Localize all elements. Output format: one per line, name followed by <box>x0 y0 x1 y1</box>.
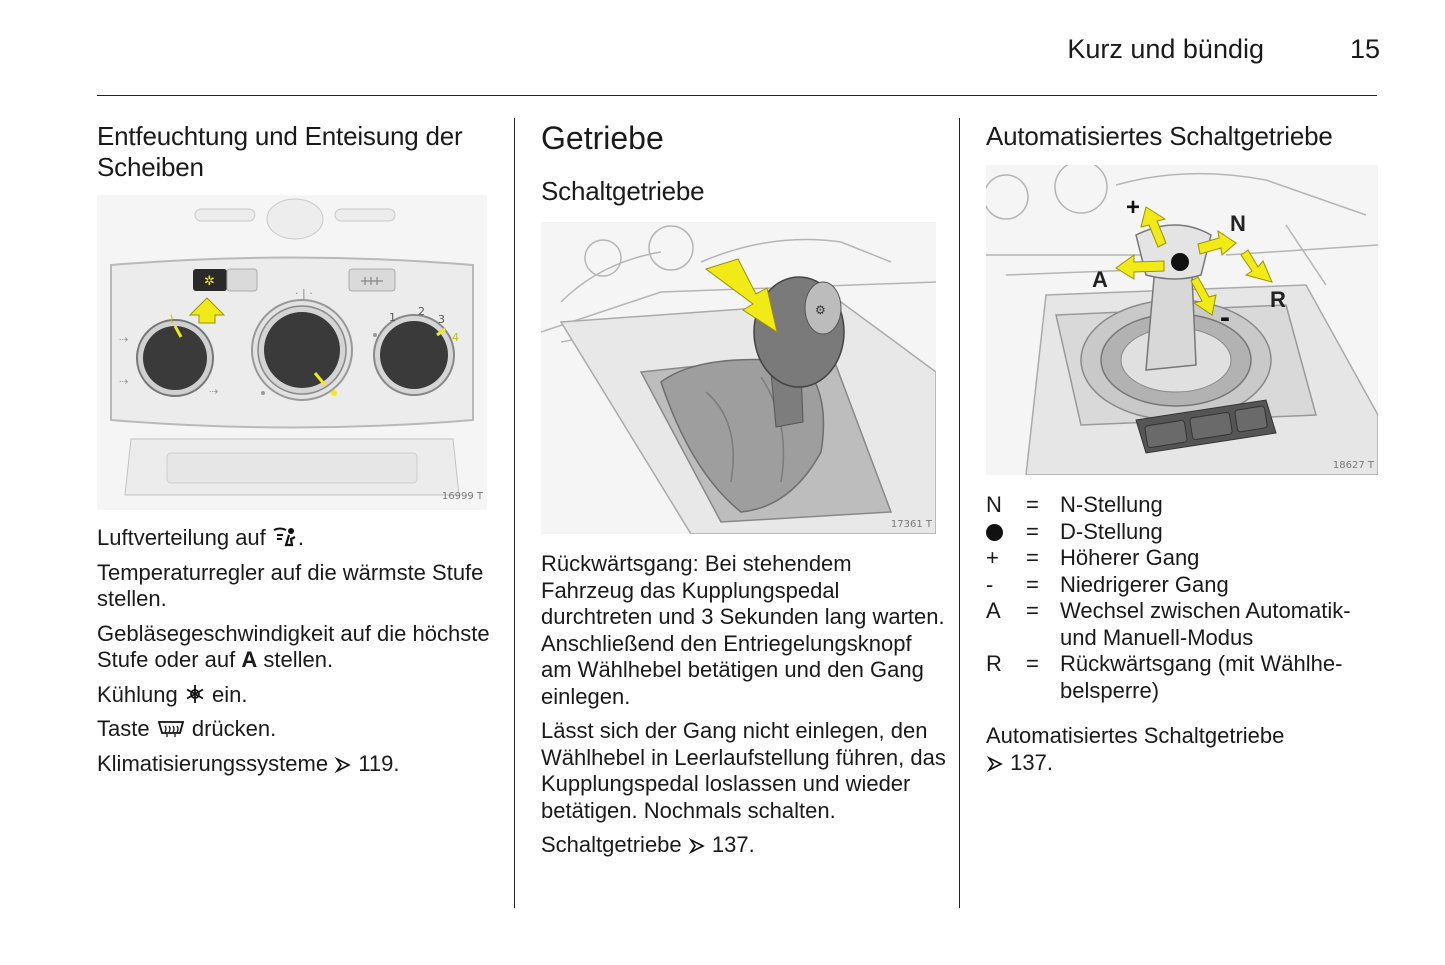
fan-label-3: 3 <box>438 313 445 326</box>
header-rule <box>97 95 1377 96</box>
legend-row: A = Wechsel zwischen Automatik- und Manuell-Modus <box>986 598 1386 651</box>
paragraph-gear-not-engaging: Lässt sich der Gang nicht einlegen, den Wählhebel in Leerlaufstellung führen, das Kupplungspedal loslassen und wieder betätigen. Nochmals schalten. <box>541 718 946 823</box>
svg-text:⌇: ⌇ <box>169 313 175 326</box>
neutral-label: N <box>1230 211 1246 236</box>
legend-row: R = Rückwärtsgang (mit Wählhebelsperre) <box>986 651 1386 704</box>
subsection-heading-manual: Schaltgetriebe <box>541 176 705 206</box>
svg-text:⇢: ⇢ <box>209 385 219 398</box>
climate-panel-illustration <box>97 195 487 510</box>
legend-row: N = N-Stellung <box>986 492 1386 519</box>
svg-text:⇢: ⇢ <box>119 375 129 388</box>
page-number: 15 <box>1349 34 1380 64</box>
figure-code: 17361 T <box>890 519 932 530</box>
page-reference-link[interactable]: 137. <box>1010 749 1053 775</box>
legend-symbol: A <box>986 598 1001 623</box>
legend-definition: Rückwärtsgang (mit Wählhebelsperre) <box>1060 651 1343 703</box>
section-heading-defrost: Entfeuchtung und Enteisung der Scheiben <box>97 121 463 182</box>
svg-text:⇢: ⇢ <box>119 333 129 346</box>
col1-text <box>97 525 497 785</box>
legend-symbol: N <box>986 492 1002 517</box>
legend-symbol: - <box>986 571 994 597</box>
auto-manual-label: A <box>1092 267 1108 292</box>
selector-lever-illustration <box>986 165 1378 475</box>
legend-symbol: + <box>986 545 999 570</box>
paragraph-rear-defrost: Taste drücken. <box>97 716 277 741</box>
legend-row: + = Höherer Gang <box>986 545 1386 572</box>
paragraph-climate-reference: Klimatisierungssysteme 119. <box>97 750 400 776</box>
fan-label-2: 2 <box>418 305 425 318</box>
page-reference-link[interactable]: 137. <box>711 832 755 857</box>
manual-gearbox-figure <box>541 222 936 534</box>
rear-window-heating-icon <box>156 719 186 739</box>
downshift-label: - <box>1220 301 1230 334</box>
paragraph-temperature: Temperaturregler auf die wärmste Stufe stellen. <box>97 559 484 611</box>
paragraph-fan-speed: Gebläsegeschwindigkeit auf die höchste Stufe oder auf A stellen. <box>97 620 490 672</box>
svg-text:⚙: ⚙ <box>815 303 826 317</box>
column-divider-2 <box>959 118 960 908</box>
paragraph-cooling: Kühlung ein. <box>97 681 248 707</box>
section-heading-transmission: Getriebe <box>541 120 664 156</box>
fan-label-4: 4 <box>452 331 459 344</box>
snowflake-icon <box>184 683 206 705</box>
paragraph-manual-reference: Schaltgetriebe 137. <box>541 832 755 857</box>
page-reference-arrow-icon <box>986 755 1004 773</box>
drive-dot-icon <box>986 519 1026 546</box>
page-reference-arrow-icon <box>334 756 352 774</box>
climate-control-figure <box>97 195 487 510</box>
fan-label-1: 1 <box>389 311 396 324</box>
running-title: Kurz und bündig <box>1067 34 1264 64</box>
automated-gearbox-figure <box>986 165 1378 475</box>
windscreen-air-icon <box>272 526 298 548</box>
paragraph-air-distribution: Luftverteilung auf . <box>97 525 305 550</box>
legend-definition: Niedrigerer Gang <box>1060 571 1229 597</box>
legend-definition: D-Stellung <box>1060 518 1163 544</box>
page-reference-link[interactable]: 119. <box>358 750 400 776</box>
upshift-label: + <box>1126 194 1141 221</box>
legend-row: = D-Stellung <box>986 519 1386 546</box>
figure-code: 16999 T <box>441 491 483 502</box>
fan-mode-auto-label: A <box>241 647 258 672</box>
figure-code: 18627 T <box>1332 460 1374 471</box>
paragraph-reverse-gear: Rückwärtsgang: Bei stehendem Fahrzeug das Kupplungspedal durchtreten und 3 Sekunden lang warten. Anschließend den Entriegelungsknopf am Wählhebel betätigen und den Gang einlegen. <box>541 551 945 709</box>
col2-text <box>541 551 946 867</box>
svg-text:· | ·: · | · <box>295 287 313 300</box>
page-reference-arrow-icon <box>688 837 706 855</box>
legend-definition: N-Stellung <box>1060 492 1163 517</box>
section-heading-automated-gearbox: Automatisiertes Schaltgetriebe <box>986 121 1333 151</box>
selector-legend <box>986 492 1386 704</box>
legend-definition: Wechsel zwischen Automatik- und Manuell-Modus <box>1060 598 1351 650</box>
paragraph-automated-reference: Automatisiertes Schaltgetriebe 137. <box>986 723 1285 775</box>
column-divider-1 <box>514 118 515 908</box>
legend-row: - = Niedrigerer Gang <box>986 572 1386 599</box>
ac-button-icon: ✲ <box>204 274 215 289</box>
reverse-label: R <box>1270 287 1286 312</box>
gear-lever-illustration <box>541 222 936 534</box>
legend-definition: Höherer Gang <box>1060 545 1200 570</box>
legend-symbol: R <box>986 651 1002 676</box>
